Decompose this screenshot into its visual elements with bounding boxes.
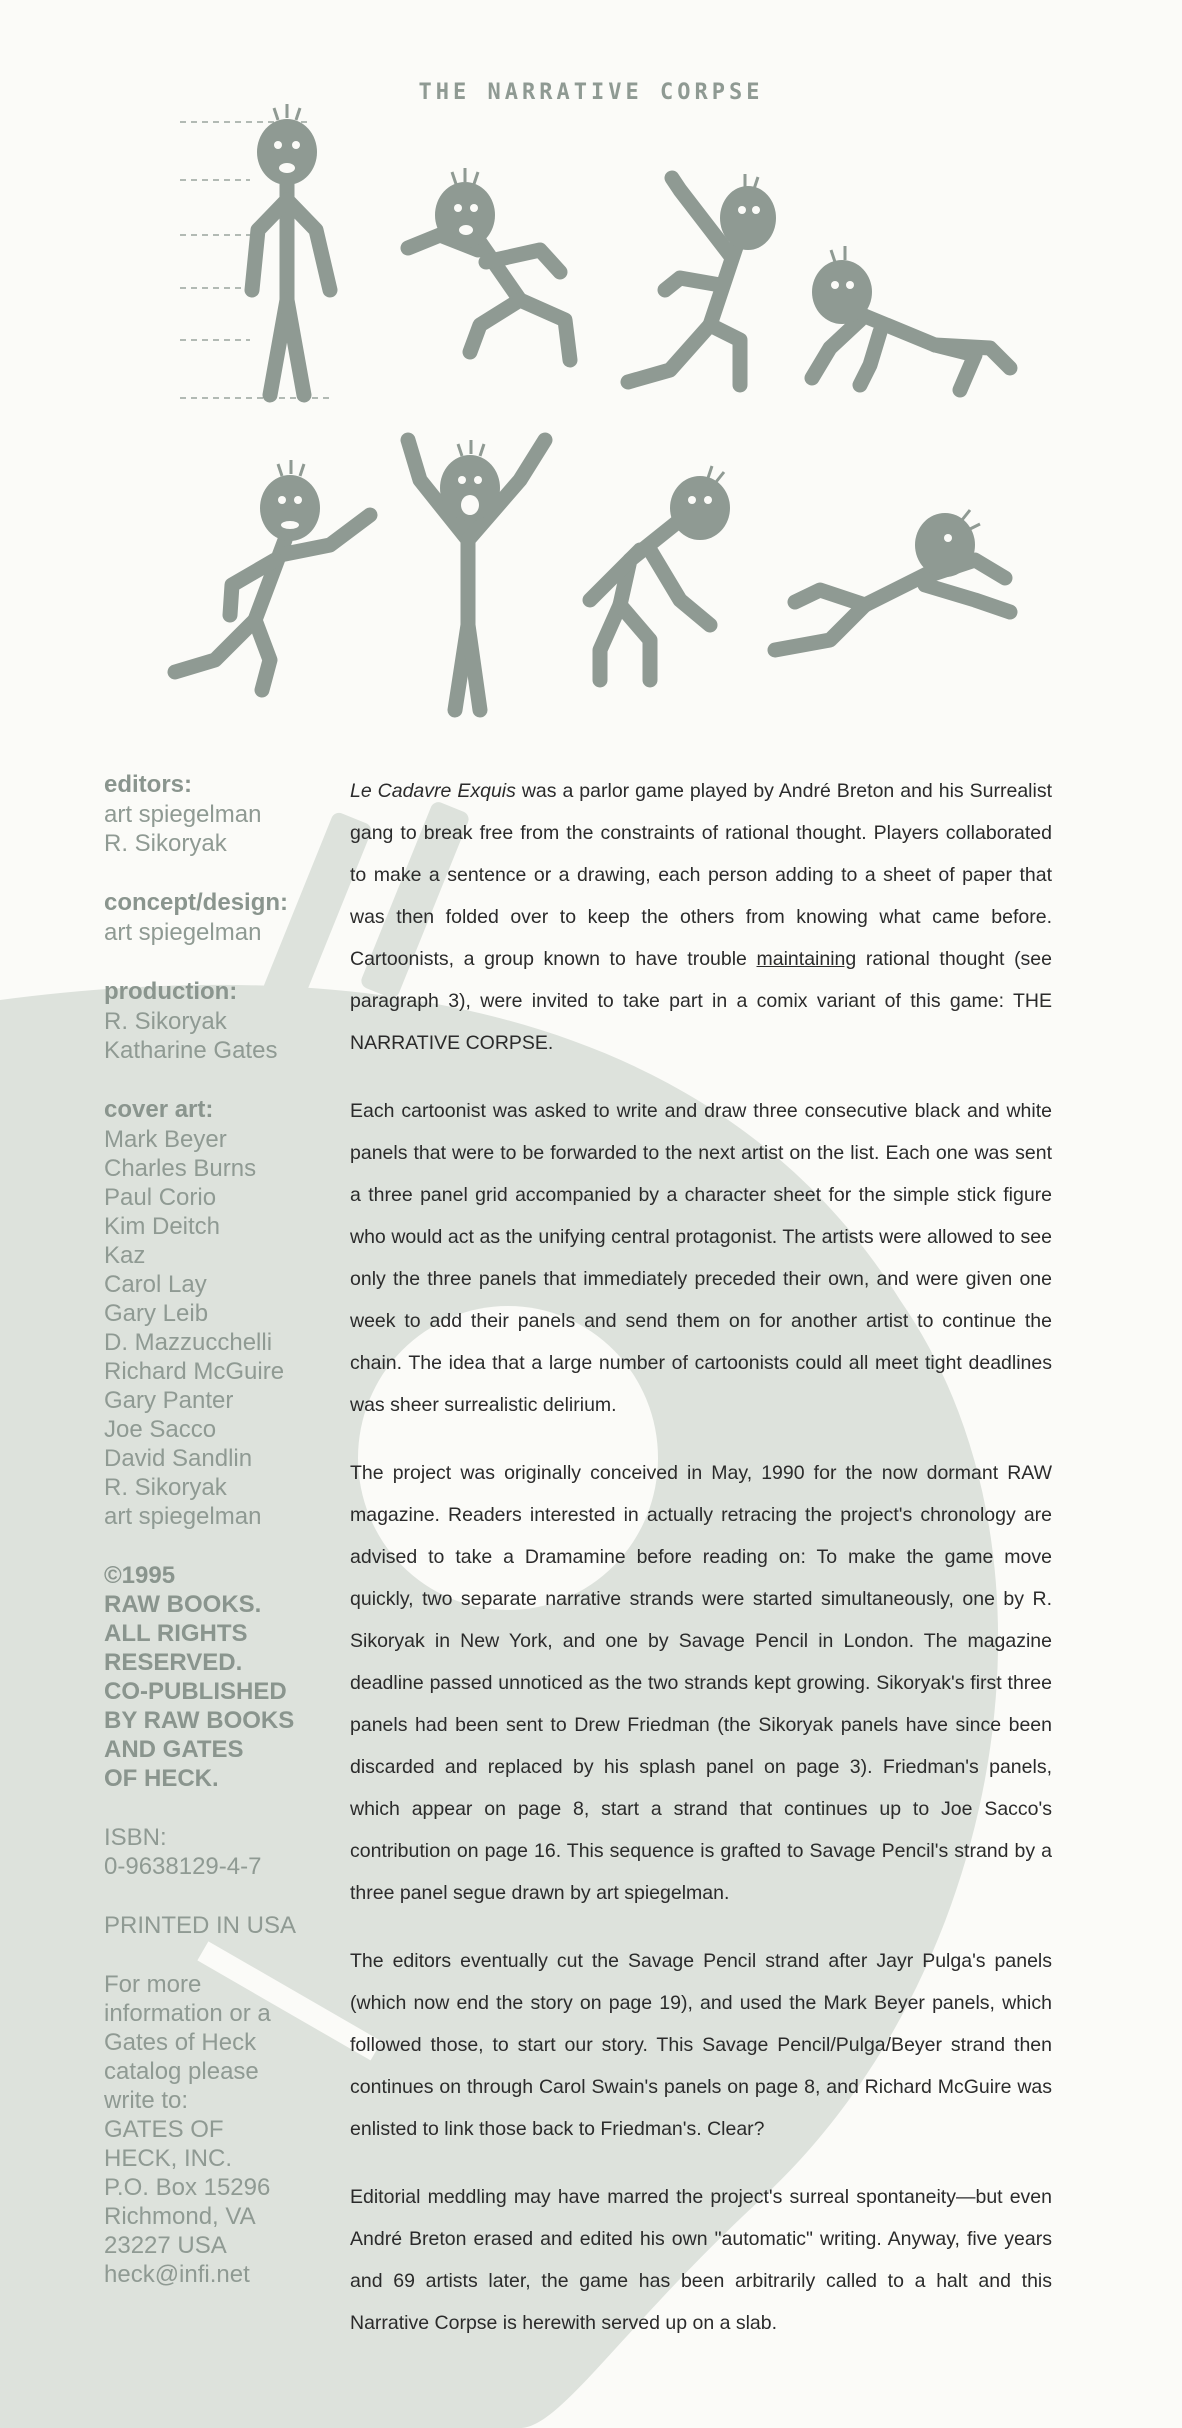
contact-line: GATES OF [104,2116,224,2143]
cover-artist: Kim Deitch [104,1213,221,1240]
copyright-line: RESERVED. [104,1649,243,1676]
figure-standing [252,182,330,395]
isbn-section [104,1823,344,1881]
copyright-line: ©1995 [104,1562,176,1589]
editor-name: art spiegelman [104,801,262,828]
figure-hunched [590,520,710,680]
cover-artist: Paul Corio [104,1184,217,1211]
paragraph-4: The editors eventually cut the Savage Pencil strand after Jayr Pulga's panels (which now end the story on page 19), and used the Mark Beyer panels, which followed those, to start our story. This Savage Pencil/Pulga/Beyer strand then continues on through Carol Swain's panels on page 8, and Richard McGuire was enlisted to link those back to Friedman's. Clear? [350,1950,1052,2140]
head-hunched [670,476,730,540]
contact-line: write to: [104,2087,189,2114]
stick-figures [0,100,1182,740]
production-name: R. Sikoryak [104,1008,227,1035]
contact-line: P.O. Box 15296 [104,2174,271,2201]
paragraph-5: Editorial meddling may have marred the project's surreal spontaneity—but even André Breton erased and edited his own "automatic" writing. Anyway, five years and 69 artists later, the game has been arbitrarily called to a halt and this Narrative Corpse is herewith served up on a slab. [350,2186,1052,2334]
underlined-word: maintaining [756,948,857,970]
head-standing [257,119,317,185]
copyright-line: RAW BOOKS. [104,1591,262,1618]
paragraph-2: Each cartoonist was asked to write and draw three consecutive black and white panels that were to be forwarded to the next artist on the list. Each one was sent a three panel grid accompanied by a character sheet for the simple stick figure who would act as the unifying central protagonist. The artists were allowed to see only the three panels that immediately preceded their own, and were given one week to add their panels and send them on for another artist to continue the chain. The idea that a large number of cartoonists could all meet tight deadlines was sheer surrealistic delirium. [350,1100,1052,1416]
head-crawling [812,260,872,324]
cover-artist: Gary Panter [104,1387,234,1414]
head-diving [915,513,975,577]
paragraph-3: The project was originally conceived in May, 1990 for the now dormant RAW magazine. Readers interested in actually retracing the project's chronology are advised to take a Dramamine before reading on: To make the game move quickly, two separate narrative strands were started simultaneously, one by R. Sikoryak in New York, and one by Savage Pencil in London. The magazine deadline passed unnoticed as the two strands kept growing. Sikoryak's first three panels had been sent to Drew Friedman (the Sikoryak panels have since been discarded and replaced by his splash panel on page 3). Friedman's panels, which appear on page 8, start a strand that continues up to Joe Sacco's contribution on page 16. This sequence is grafted to Savage Pencil's strand by a three panel segue drawn by art spiegelman. [350,1462,1052,1904]
cover-artist: D. Mazzucchelli [104,1329,273,1356]
copyright-line: AND GATES [104,1736,244,1763]
figure-pointing [175,515,370,690]
cover-art-heading: cover art: [104,1096,214,1123]
cover-art-section [104,1095,344,1531]
cover-artist: Gary Leib [104,1300,209,1327]
cover-artist: R. Sikoryak [104,1474,227,1501]
page-title: THE NARRATIVE CORPSE [418,80,764,105]
production-section [104,977,344,1065]
concept-heading: concept/design: [104,889,289,916]
editor-name: R. Sikoryak [104,830,227,857]
cover-artist: Carol Lay [104,1271,207,1298]
concept-name: art spiegelman [104,919,262,946]
contact-line: HECK, INC. [104,2145,233,2172]
work-title: Le Cadavre Exquis [350,780,516,802]
figure-diving [775,560,1010,650]
paragraph-1 [350,770,1052,1064]
copyright-line: CO-PUBLISHED [104,1678,287,1705]
isbn-number: 0-9638129-4-7 [104,1853,262,1880]
editors-heading: editors: [104,771,193,798]
contact-line: Richmond, VA [104,2203,256,2230]
figure-running [408,228,570,360]
cover-artist: Joe Sacco [104,1416,217,1443]
intro-text [350,770,1052,2370]
contact-line: For more [104,1971,202,1998]
printed-section [104,1911,344,1940]
copyright-line: OF HECK. [104,1765,219,1792]
contact-email: heck@infi.net [104,2261,250,2288]
copyright-line: ALL RIGHTS [104,1620,248,1647]
editors-section [104,770,344,858]
contact-line: information or a [104,2000,271,2027]
contact-line: Gates of Heck [104,2029,257,2056]
contact-line: 23227 USA [104,2232,227,2259]
cover-artist: Richard McGuire [104,1358,285,1385]
contact-section [104,1970,344,2289]
paragraph-1-text-b: rational thought (see paragraph 3), were invited to take part in a comix variant of this game: THE NARRATIVE CORPSE. [350,948,1053,1054]
head-running [435,182,495,248]
production-name: Katharine Gates [104,1037,278,1064]
production-heading: production: [104,978,238,1005]
contact-line: catalog please [104,2058,259,2085]
copyright-section [104,1561,344,1793]
concept-section [104,888,344,947]
isbn-label: ISBN: [104,1824,167,1851]
cover-artist: art spiegelman [104,1503,262,1530]
cover-artist: Kaz [104,1242,146,1269]
copyright-line: BY RAW BOOKS [104,1707,295,1734]
cover-artist: David Sandlin [104,1445,253,1472]
credits-sidebar [104,770,344,2319]
head-falling [720,186,776,250]
cover-artist: Charles Burns [104,1155,257,1182]
paragraph-1-text-a: was a parlor game played by André Breton and his Surrealist gang to break free from the constraints of rational thought. Players collaborated to make a sentence or a drawing, each person adding to a sheet of paper that was then folded over to keep the others from knowing what came before. Cartoonists, a group known to have trouble [350,780,1052,970]
cover-artist: Mark Beyer [104,1126,227,1153]
head-pointing [260,475,320,541]
printed-in-usa: PRINTED IN USA [104,1912,297,1939]
